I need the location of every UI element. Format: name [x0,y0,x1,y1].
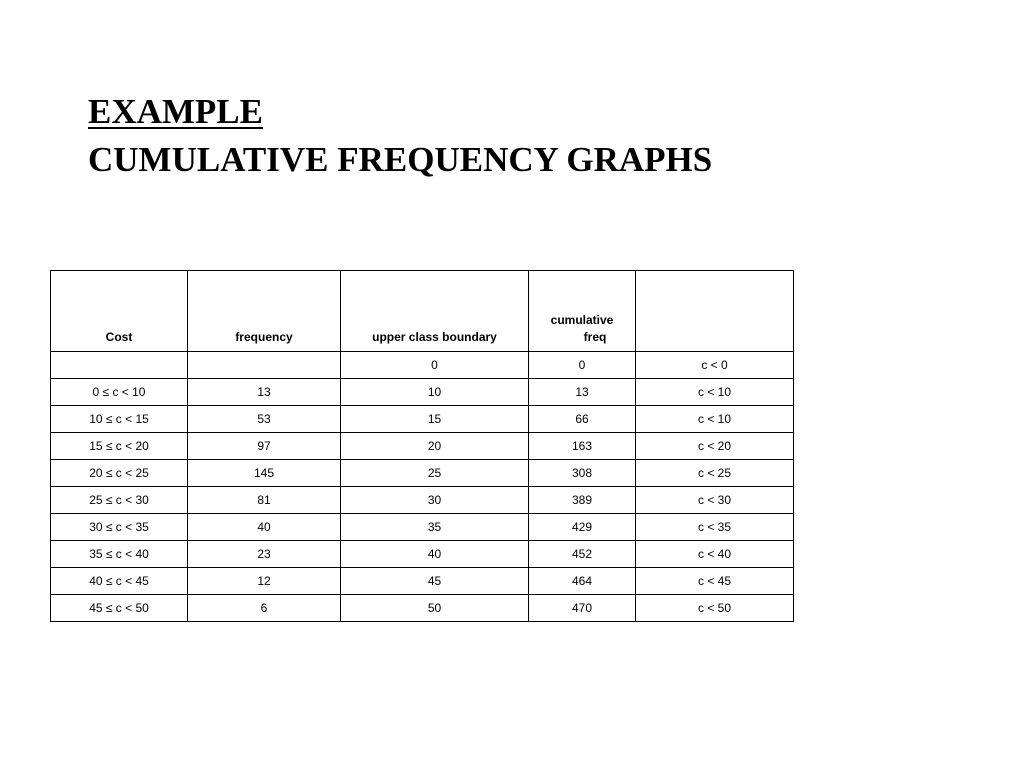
header-cost-label: Cost [105,330,133,344]
table-row [51,406,794,433]
cell-cost: 15 ≤ c < 20 [51,433,188,460]
cell-cost: 35 ≤ c < 40 [51,541,188,568]
cell-upper-class-boundary: 40 [341,541,529,568]
header-cumulative-freq [529,271,636,352]
cell-frequency [188,352,341,379]
cell-cumulative-freq: 13 [529,379,636,406]
cell-cost [51,352,188,379]
cell-frequency: 12 [188,568,341,595]
cell-cost: 25 ≤ c < 30 [51,487,188,514]
cell-inequality: c < 0 [636,352,794,379]
header-cost [51,271,188,352]
table-row [51,514,794,541]
header-inequality [636,271,794,352]
cell-upper-class-boundary: 15 [341,406,529,433]
cell-upper-class-boundary: 50 [341,595,529,622]
cell-cost: 20 ≤ c < 25 [51,460,188,487]
table-row [51,352,794,379]
cell-inequality: c < 35 [636,514,794,541]
cell-frequency: 13 [188,379,341,406]
cell-cost: 45 ≤ c < 50 [51,595,188,622]
cell-inequality: c < 50 [636,595,794,622]
cell-cost: 30 ≤ c < 35 [51,514,188,541]
header-cumulative-label-line2: freq [583,330,607,344]
cell-upper-class-boundary: 25 [341,460,529,487]
title-example: EXAMPLE [88,92,263,131]
header-frequency [188,271,341,352]
cell-frequency: 81 [188,487,341,514]
cell-frequency: 40 [188,514,341,541]
table-row [51,379,794,406]
cell-cost: 0 ≤ c < 10 [51,379,188,406]
cell-cumulative-freq: 452 [529,541,636,568]
cell-inequality: c < 45 [636,568,794,595]
cell-upper-class-boundary: 20 [341,433,529,460]
cell-inequality: c < 10 [636,379,794,406]
cell-frequency: 23 [188,541,341,568]
cell-cumulative-freq: 163 [529,433,636,460]
cell-cumulative-freq: 464 [529,568,636,595]
table-row [51,568,794,595]
cell-cost: 10 ≤ c < 15 [51,406,188,433]
table-row [51,541,794,568]
cell-frequency: 6 [188,595,341,622]
cumulative-frequency-table [50,270,794,622]
header-upper-class-boundary [341,271,529,352]
cell-inequality: c < 20 [636,433,794,460]
cell-cumulative-freq: 0 [529,352,636,379]
cell-upper-class-boundary: 35 [341,514,529,541]
cell-cumulative-freq: 470 [529,595,636,622]
cell-frequency: 97 [188,433,341,460]
cell-cumulative-freq: 429 [529,514,636,541]
table-row [51,460,794,487]
cell-cumulative-freq: 66 [529,406,636,433]
cell-inequality: c < 30 [636,487,794,514]
cell-upper-class-boundary: 0 [341,352,529,379]
cell-inequality: c < 10 [636,406,794,433]
cell-inequality: c < 25 [636,460,794,487]
table-row [51,595,794,622]
header-cumulative-label-line1: cumulative [550,313,614,327]
table-row [51,487,794,514]
table-header-row [51,271,794,352]
cell-upper-class-boundary: 30 [341,487,529,514]
table-row [51,433,794,460]
table-body [51,352,794,622]
header-upper-class-boundary-label: upper class boundary [372,330,497,344]
cell-cumulative-freq: 389 [529,487,636,514]
title-cumulative-frequency-graphs: CUMULATIVE FREQUENCY GRAPHS [88,140,713,179]
cell-frequency: 53 [188,406,341,433]
header-frequency-label: frequency [235,330,293,344]
cell-inequality: c < 40 [636,541,794,568]
cell-upper-class-boundary: 45 [341,568,529,595]
cell-frequency: 145 [188,460,341,487]
cell-cumulative-freq: 308 [529,460,636,487]
cell-cost: 40 ≤ c < 45 [51,568,188,595]
page-title [88,88,712,184]
cell-upper-class-boundary: 10 [341,379,529,406]
